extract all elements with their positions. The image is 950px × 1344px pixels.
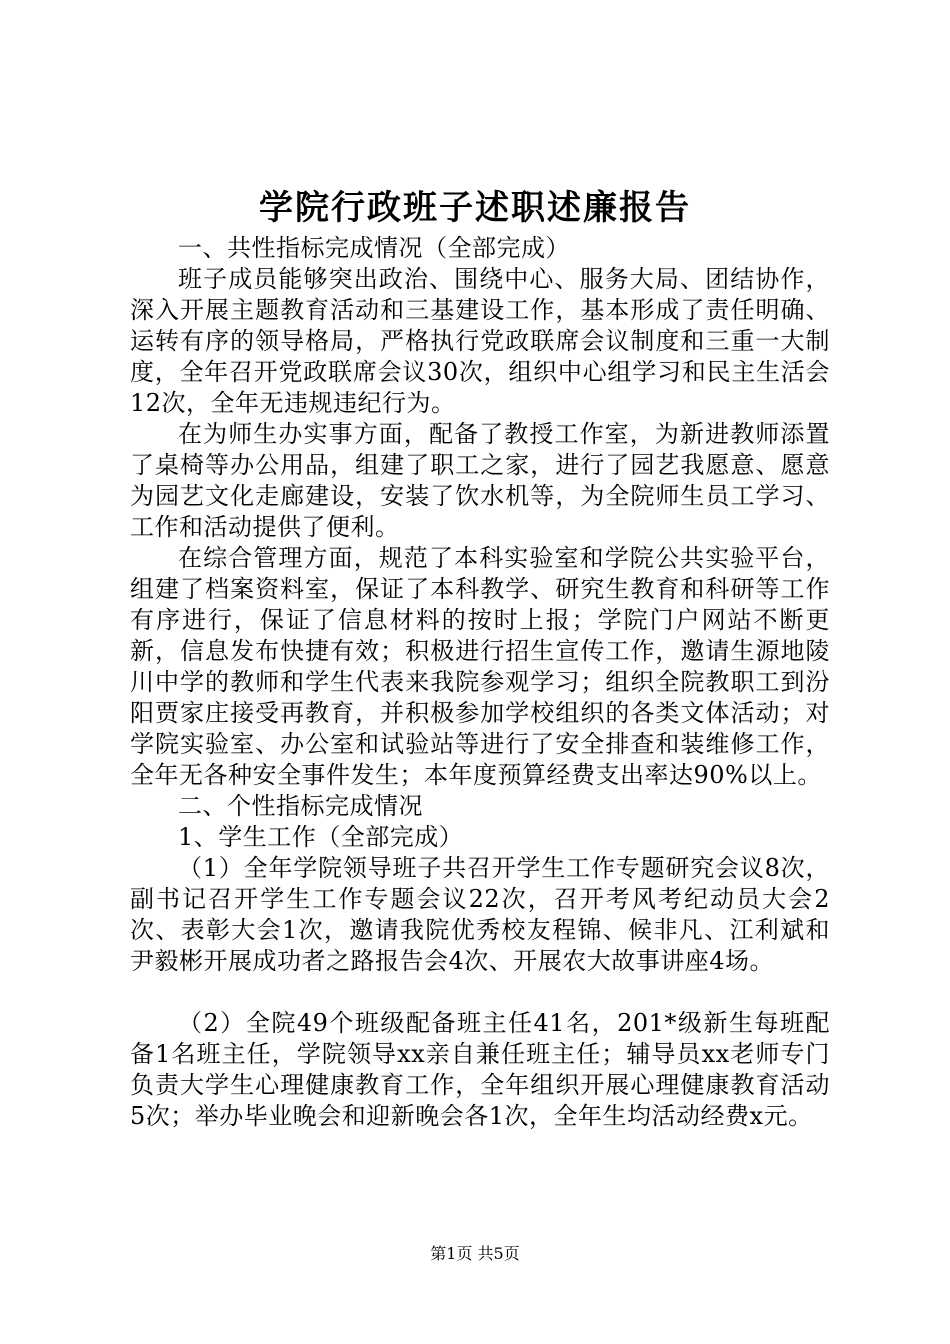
paragraph-student-meetings: （1）全年学院领导班子共召开学生工作专题研究会议8次，副书记召开学生工作专题会议22次，召开考风考纪动员大会2次、表彰大会1次，邀请我院优秀校友程锦、候非凡、江利斌和尹毅彬开展成功者之路报告会4次、开展农大故事讲座4场。 [130, 854, 830, 975]
subheading-student-work: 1、学生工作（全部完成） [178, 823, 464, 851]
section-heading-common-indicators: 一、共性指标完成情况（全部完成） [178, 234, 570, 262]
document-body [130, 233, 830, 1132]
document-title: 学院行政班子述职述廉报告 [259, 188, 691, 228]
paragraph-comprehensive-management: 在综合管理方面，规范了本科实验室和学院公共实验平台，组建了档案资料室，保证了本科教学、研究生教育和科研等工作有序进行，保证了信息材料的按时上报；学院门户网站不断更新，信息发布快捷有效；积极进行招生宣传工作，邀请生源地陵川中学的教师和学生代表来我院参观学习；组织全院教职工到汾阳贾家庄接受再教育，并积极参加学校组织的各类文体活动；对学院实验室、办公室和试验站等进行了安全排查和装维修工作，全年无各种安全事件发生；本年度预算经费支出率达90%以上。 [130, 544, 830, 789]
page-footer: 第1页 共5页 [430, 1244, 520, 1263]
blank-line [130, 977, 830, 1008]
paragraph-class-advisors: （2）全院49个班级配备班主任41名，201*级新生每班配备1名班主任，学院领导xx亲自兼任班主任；辅导员xx老师专门负责大学生心理健康教育工作，全年组织开展心理健康教育活动5次；举办毕业晚会和迎新晚会各1次，全年生均活动经费x元。 [130, 1009, 830, 1130]
paragraph-practical-matters: 在为师生办实事方面，配备了教授工作室，为新进教师添置了桌椅等办公用品，组建了职工之家，进行了园艺我愿意、愿意为园艺文化走廊建设，安装了饮水机等，为全院师生员工学习、工作和活动提供了便利。 [130, 420, 830, 541]
paragraph-team-performance: 班子成员能够突出政治、围绕中心、服务大局、团结协作，深入开展主题教育活动和三基建设工作，基本形成了责任明确、运转有序的领导格局，严格执行党政联席会议制度和三重一大制度，全年召开党政联席会议30次，组织中心组学习和民主生活会12次，全年无违规违纪行为。 [130, 265, 830, 417]
section-heading-individual-indicators: 二、个性指标完成情况 [178, 792, 423, 820]
